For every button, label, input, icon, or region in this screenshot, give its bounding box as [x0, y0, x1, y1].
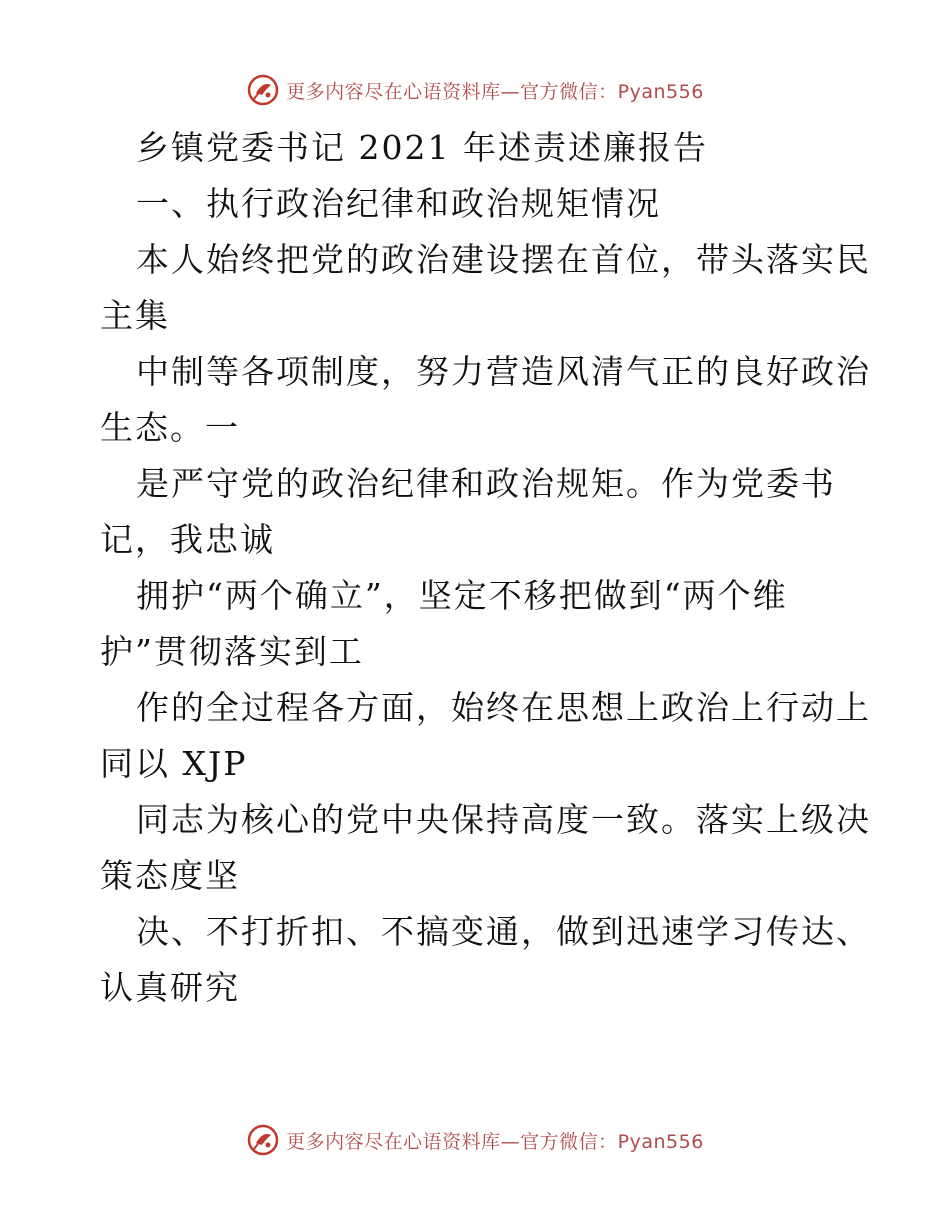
logo-icon: [246, 1123, 280, 1157]
watermark-left-text: 更多内容尽在心语资料库: [286, 1130, 501, 1153]
footer-watermark: [0, 1120, 950, 1160]
text-line: 拥护“两个确立”，坚定不移把做到“两个维: [136, 576, 788, 615]
watermark-left-text: 更多内容尽在心语资料库: [286, 80, 501, 103]
text-line: 是严守党的政治纪律和政治规矩。作为党委书: [136, 464, 836, 503]
logo-icon: [246, 73, 280, 107]
watermark-right-text: 官方微信：Pyan556: [520, 80, 704, 103]
text-line: 同以 XJP: [100, 744, 248, 783]
text-line: 策态度坚: [100, 856, 240, 895]
text-line: 同志为核心的党中央保持高度一致。落实上级决: [136, 800, 871, 839]
text-line: 一、执行政治纪律和政治规矩情况: [136, 184, 661, 223]
watermark-separator: —: [500, 80, 521, 103]
header-watermark: [0, 70, 950, 110]
text-line: 记，我忠诚: [100, 520, 275, 559]
text-line: 护”贯彻落实到工: [100, 632, 364, 671]
watermark-text: [286, 77, 704, 104]
watermark-right-text: 官方微信：Pyan556: [520, 1130, 704, 1153]
text-line: 本人始终把党的政治建设摆在首位，带头落实民: [136, 240, 871, 279]
text-line: 生态。一: [100, 408, 240, 447]
watermark-separator: —: [500, 1130, 521, 1153]
text-line: 认真研究: [100, 968, 240, 1007]
text-line: 决、不打折扣、不搞变通，做到迅速学习传达、: [136, 912, 871, 951]
text-line: 中制等各项制度，努力营造风清气正的良好政治: [136, 352, 871, 391]
text-line: 乡镇党委书记 2021 年述责述廉报告: [136, 128, 708, 167]
watermark-text: [286, 1127, 704, 1154]
text-line: 主集: [100, 296, 170, 335]
text-line: 作的全过程各方面，始终在思想上政治上行动上: [136, 688, 871, 727]
document-body: [100, 120, 871, 1016]
